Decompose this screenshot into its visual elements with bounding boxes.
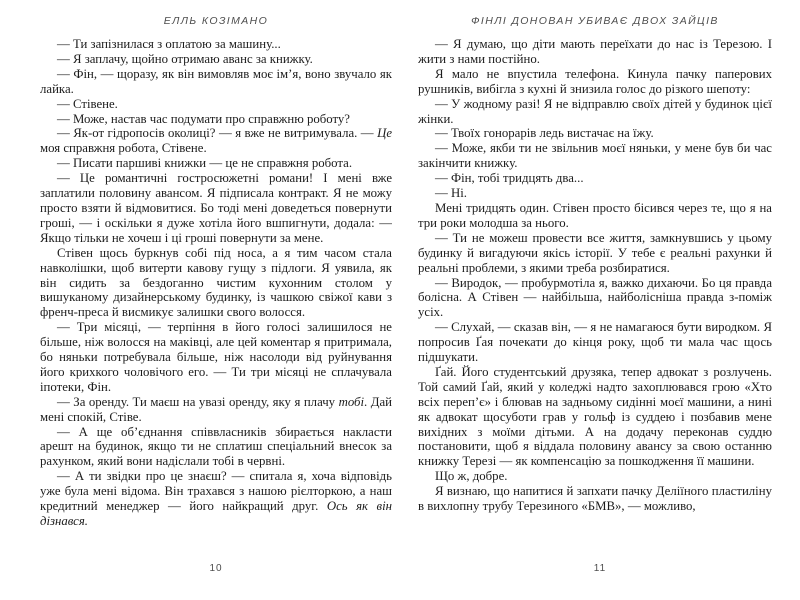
paragraph: — Слухай, — сказав він, — я не намагаюся бути виродком. Я попросив Ґая почекати до кінця року, щоб ти мала час щось підшукати. (418, 320, 772, 365)
running-head-author: ЕЛЛЬ КОЗІМАНО (163, 15, 269, 27)
paragraph: — Фін, — щоразу, як він вимовляв моє ім’я, воно звучало як лайка. (40, 66, 392, 96)
page-number-right: 11 (593, 563, 607, 574)
paragraph: — Виродок, — пробурмотіла я, важко дихаючи. Бо ця правда болісна. А Стівен — найбільша, найболісніша правда з-поміж усіх. (418, 275, 772, 320)
paragraph: — За оренду. Ти маєш на увазі оренду, яку я плачу тобі. Дай мені спокій, Стіве. (40, 394, 392, 424)
right-page (400, 0, 800, 600)
paragraph: Я мало не впустила телефона. Кинула пачку паперових рушників, вибігла з кухні й знизила голос до різкого шепоту: (418, 66, 772, 96)
paragraph: — Ти не можеш провести все життя, замкнувшись у цьому будинку й вигадуючи якісь історії. У тебе є реальні рахунки й реальні проблеми, з якими треба розбиратися. (418, 230, 772, 275)
paragraph: — А ти звідки про це знаєш? — спитала я, хоча відповідь уже була мені відома. Він трахався з нашою рієлторкою, а наш кредитний менеджер — його найкращий друг. Ось як він дізнався. (40, 469, 392, 528)
paragraph: — Твоїх гонорарів ледь вистачає на їжу. (435, 126, 654, 141)
paragraph: Мені тридцять один. Стівен просто бісився через те, що я на три роки молодша за нього. (418, 200, 772, 230)
paragraph: — Ні. (435, 186, 467, 201)
paragraph: — Може, якби ти не звільнив моєї няньки, у мене був би час закінчити книжку. (418, 141, 772, 171)
paragraph: — Писати паршиві книжки — це не справжня робота. (57, 156, 353, 171)
left-page-text (40, 37, 392, 534)
paragraph: Ґай. Його студентський друзяка, тепер адвокат з розлучень. Той самий Ґай, який у коледжі надто захоплювався грою «Хто всіх переп’є» і блював на задньому сидінні моєї машини, а нині як адвокат щосуботи грав у гольф із суддею і позбавив мене вихідних з моїми дітьми. А на додачу переконав суддю постановити, щоб я віддала половину авансу за свою останню книжку Терезі — як компенсацію за пошкодження її машини. (418, 364, 772, 469)
paragraph: — А ще об’єднання співвласників збирається накласти арешт на будинок, якщо ти не сплатиш спеціальний внесок за рахунком, який вони надіслали тобі в червні. (40, 424, 392, 469)
paragraph: — Я заплачу, щойно отримаю аванс за книжку. (57, 51, 313, 66)
paragraph: — Стівене. (57, 96, 118, 111)
paragraph: Стівен щось буркнув собі під носа, а я тим часом стала навколішки, щоб витерти кавову гущу з підлоги. Я уявила, як він сидить за бездоганно чистим кухонним столом у вишуканому дизайнерському будинку, із чашкою свіжої кави з френч-преса й висмикує залишки свого волосся. (40, 245, 392, 320)
paragraph: — Я думаю, що діти мають переїхати до нас із Терезою. І жити з нами постійно. (418, 37, 772, 66)
page-number-left: 10 (209, 563, 223, 574)
paragraph: Що ж, добре. (435, 469, 508, 484)
right-page-text (418, 37, 772, 534)
paragraph: — Ти запізнилася з оплатою за машину... (57, 37, 281, 51)
running-head-title: ФІНЛІ ДОНОВАН УБИВАЄ ДВОХ ЗАЙЦІВ (471, 15, 719, 27)
paragraph: — Як-от гідропосів околиці? — я вже не витримувала. — Це моя справжня робота, Стівене. (40, 126, 392, 156)
paragraph: — Це романтичні гостросюжетні романи! І мені вже заплатили половину авансом. Я підписала контракт. Я не можу просто взяти й відмовитися. Бо тоді мені доведеться повернути гроші, — і оскільки я дуже хотіла його вшпигнути, додала: — Якщо тільки не хочеш і ці гроші повернути за мене. (40, 171, 392, 245)
paragraph: — Фін, тобі тридцять два... (435, 171, 584, 186)
paragraph: — У жодному разі! Я не відправлю своїх дітей у будинок цієї жінки. (418, 96, 772, 126)
paragraph: — Три місяці, — терпіння в його голосі залишилося не більше, ніж волосся на маківці, але цей коментар я притримала, бо няньки потребувала більше, ніж насолоди від руйнування його крихкого чоловічого его. — Ти три місяці не сплачувала іпотеки, Фін. (40, 320, 392, 394)
paragraph: — Може, настав час подумати про справжню роботу? (57, 111, 350, 126)
paragraph: Я визнаю, що напитися й запхати пачку Деліїного пластиліну в вихлопну трубу Терезиного «БМВ», — можливо, (418, 484, 772, 514)
